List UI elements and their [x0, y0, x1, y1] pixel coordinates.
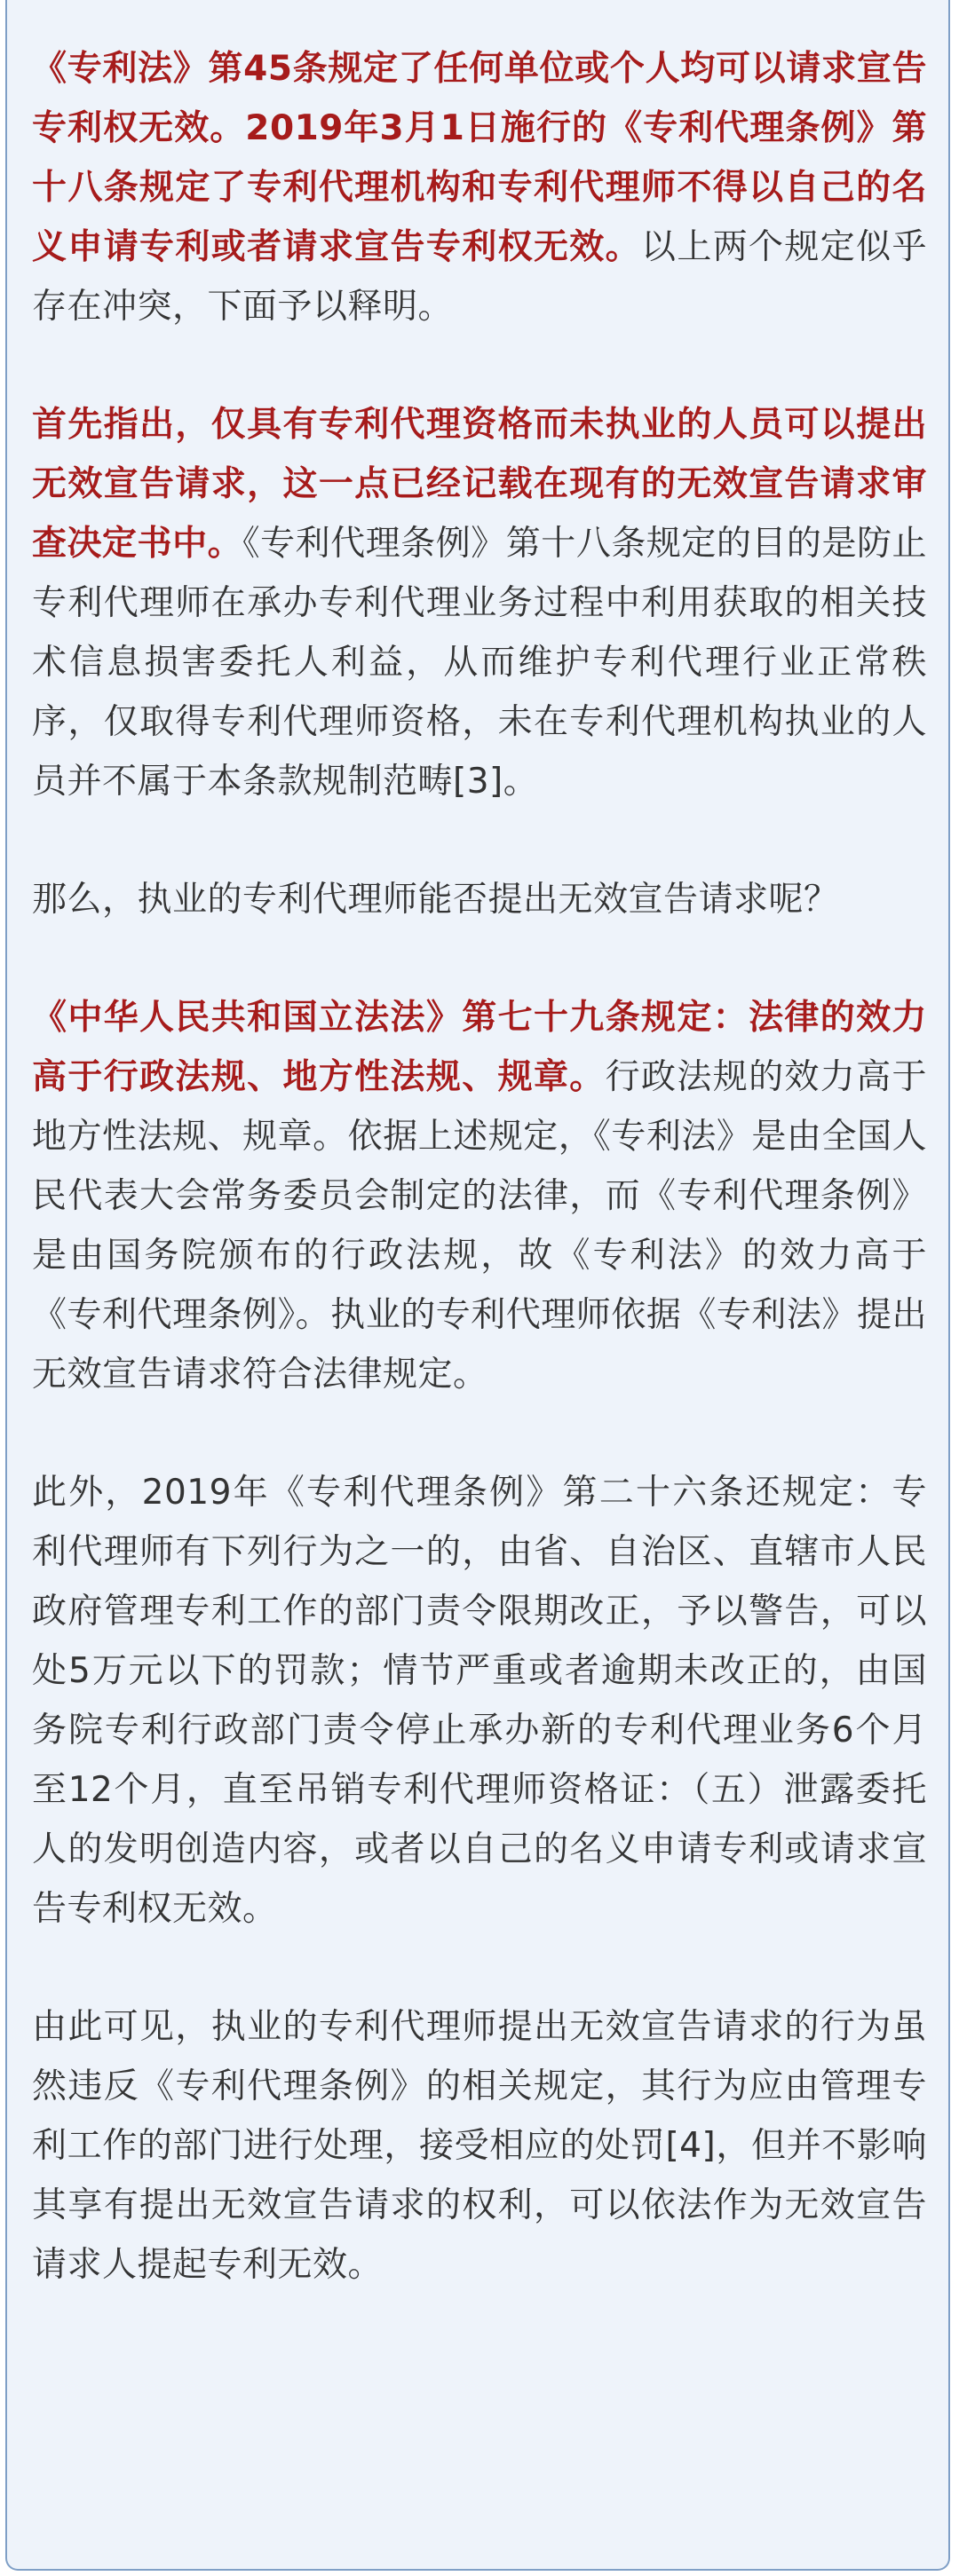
paragraph-1-highlight: 《专利法》第45条规定了任何单位或个人均可以请求宣告专利权无效。2019年3月1日施行的《专利代理条例》第十八条规定了专利代理机构和专利代理师不得以自己的名义申请专利或者请求宣告专利权无效。: [32, 49, 927, 267]
paragraph-1: [32, 39, 927, 336]
paragraph-1-text: 以上两个规定似乎存在冲突，下面予以释明。: [32, 227, 927, 327]
paragraph-4-highlight: 《中华人民共和国立法法》第七十九条规定：法律的效力高于行政法规、地方性法规、规章。: [32, 998, 927, 1097]
paragraph-5: [32, 1463, 927, 1939]
paragraph-2-text: 《专利代理条例》第十八条规定的目的是防止专利代理师在承办专利代理业务过程中利用获取的相关技术信息损害委托人利益，从而维护专利代理行业正常秩序，仅取得专利代理师资格，未在专利代理机构执业的人员并不属于本条款规制范畴[3]。: [32, 524, 927, 802]
paragraph-6-text: 由此可见，执业的专利代理师提出无效宣告请求的行为虽然违反《专利代理条例》的相关规定，其行为应由管理专利工作的部门进行处理，接受相应的处罚[4]，但并不影响其享有提出无效宣告请求的权利，可以依法作为无效宣告请求人提起专利无效。: [32, 2007, 927, 2285]
paragraph-3-text: 那么，执业的专利代理师能否提出无效宣告请求呢？: [32, 880, 839, 920]
paragraph-5-text: 此外，2019年《专利代理条例》第二十六条还规定：专利代理师有下列行为之一的，由省、自治区、直辖市人民政府管理专利工作的部门责令限期改正，予以警告，可以处5万元以下的罚款；情节严重或者逾期未改正的，由国务院专利行政部门责令停止承办新的专利代理业务6个月至12个月，直至吊销专利代理师资格证：（五）泄露委托人的发明创造内容，或者以自己的名义申请专利或请求宣告专利权无效。: [32, 1473, 927, 1929]
paragraph-3: [32, 870, 927, 929]
article-panel: [5, 0, 950, 2571]
paragraph-4: [32, 988, 927, 1404]
paragraph-4-text: 行政法规的效力高于地方性法规、规章。依据上述规定，《专利法》是由全国人民代表大会常务委员会制定的法律，而《专利代理条例》是由国务院颁布的行政法规，故《专利法》的效力高于《专利代理条例》。执业的专利代理师依据《专利法》提出无效宣告请求符合法律规定。: [32, 1057, 927, 1395]
paragraph-2: [32, 395, 927, 811]
paragraph-6: [32, 1997, 927, 2295]
paragraph-2-highlight: 首先指出，仅具有专利代理资格而未执业的人员可以提出无效宣告请求，这一点已经记载在现有的无效宣告请求审查决定书中。: [32, 405, 927, 564]
